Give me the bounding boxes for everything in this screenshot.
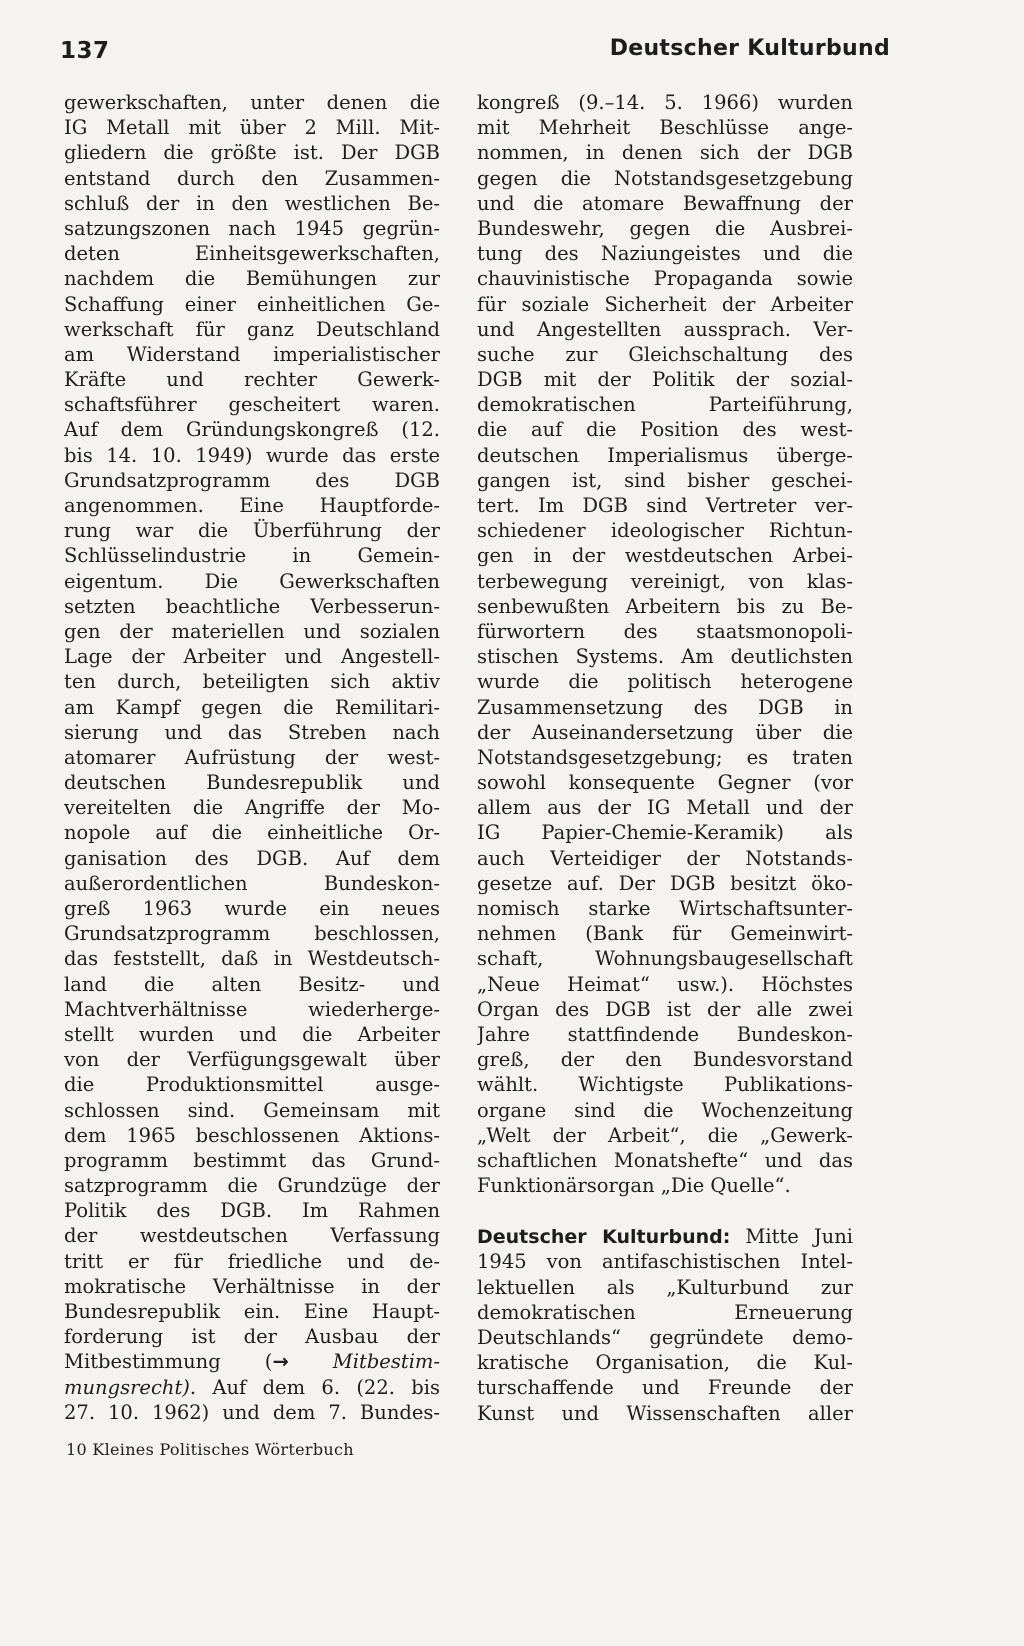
- text-line: Schaffung einer einheitlichen Ge-: [64, 292, 440, 316]
- text-line: kongreß (9.–14. 5. 1966) wurden: [477, 91, 853, 114]
- text-line: chauvinistische Propaganda sowie: [477, 267, 853, 291]
- text-line: forderung ist der Ausbau der: [64, 1325, 440, 1349]
- text-line: schluß der in den westlichen Be-: [64, 191, 440, 215]
- text-line: schaft, Wohnungsbaugesellschaft: [477, 947, 853, 971]
- text-line: tung des Naziungeistes und die: [477, 242, 853, 266]
- text-line: Kräfte und rechter Gewerk-: [64, 368, 440, 392]
- text-line: nomisch starke Wirtschaftsunter-: [477, 897, 853, 920]
- text-line: DGB mit der Politik der sozial-: [477, 368, 853, 392]
- text-line: Politik des DGB. Im Rahmen: [64, 1199, 440, 1223]
- footer-signature: 10 Kleines Politisches Wörterbuch: [66, 1440, 354, 1459]
- text-line: satzungszonen nach 1945 gegrün-: [64, 216, 440, 240]
- text-line: turschaffende und Freunde der: [477, 1376, 853, 1400]
- text-line: greß, der den Bundesvorstand: [477, 1048, 853, 1072]
- text-line: nommen, in denen sich der DGB: [477, 141, 853, 165]
- text-line: am Widerstand imperialistischer: [64, 342, 440, 366]
- text-line: am Kampf gegen die Remilitari-: [64, 695, 440, 719]
- text-line: wurde die politisch heterogene: [477, 670, 853, 694]
- text-line: schaftsführer gescheitert waren.: [64, 393, 440, 417]
- text-line: Machtverhältnisse wiederherge-: [64, 997, 440, 1021]
- text-line: „Welt der Arbeit“, die „Gewerk-: [477, 1123, 853, 1147]
- text-line: werkschaft für ganz Deutschland: [64, 317, 440, 341]
- text-line: senbewußten Arbeitern bis zu Be-: [477, 594, 853, 618]
- text-line: deutschen Imperialismus überge-: [477, 443, 853, 467]
- text-line: rung war die Überführung der: [64, 519, 440, 543]
- text-line: stellt wurden und die Arbeiter: [64, 1022, 440, 1046]
- text-line: IG Papier-Chemie-Keramik) als: [477, 821, 853, 845]
- text-line: und die atomare Bewaffnung der: [477, 191, 853, 215]
- paragraph-gap: [477, 1198, 853, 1224]
- entry-heading-line: [477, 1224, 853, 1249]
- text-line: fürwortern des staatsmonopoli-: [477, 619, 853, 643]
- text-fragment: Mitbestimmung (: [64, 1350, 273, 1374]
- text-line: und Angestellten aussprach. Ver-: [477, 317, 853, 341]
- text-line: Grundsatzprogramm beschlossen,: [64, 922, 440, 946]
- text-line: die auf die Position des west-: [477, 418, 853, 442]
- text-line: vereitelten die Angriffe der Mo-: [64, 796, 440, 820]
- text-line: Kunst und Wissenschaften aller: [477, 1401, 853, 1425]
- text-line: wählt. Wichtigste Publikations-: [477, 1073, 853, 1097]
- page-number: 137: [60, 38, 110, 64]
- text-line: die Produktionsmittel ausge-: [64, 1073, 440, 1097]
- text-line: Grundsatzprogramm des DGB: [64, 468, 440, 492]
- cross-reference-link[interactable]: Mitbestim-: [288, 1350, 440, 1374]
- cross-reference-line: [64, 1349, 440, 1374]
- text-line: für soziale Sicherheit der Arbeiter: [477, 292, 853, 316]
- text-line: land die alten Besitz- und: [64, 972, 440, 996]
- text-line: stischen Systems. Am deutlichsten: [477, 645, 853, 669]
- text-line: atomarer Aufrüstung der west-: [64, 745, 440, 769]
- text-line: mit Mehrheit Beschlüsse ange-: [477, 116, 853, 140]
- text-line: Organ des DGB ist der alle zwei: [477, 997, 853, 1021]
- cross-reference-link[interactable]: mungsrecht).: [64, 1375, 197, 1399]
- text-line: programm bestimmt das Grund-: [64, 1148, 440, 1172]
- text-line: bis 14. 10. 1949) wurde das erste: [64, 443, 440, 467]
- text-line: setzten beachtliche Verbesserun-: [64, 594, 440, 618]
- text-line: Bundesrepublik ein. Eine Haupt-: [64, 1300, 440, 1323]
- text-line: suche zur Gleichschaltung des: [477, 342, 853, 366]
- text-line: Funktionärsorgan „Die Quelle“.: [477, 1174, 791, 1198]
- text-line: nachdem die Bemühungen zur: [64, 267, 440, 291]
- text-fragment: Auf dem 6. (22. bis: [196, 1375, 440, 1399]
- text-line: gewerkschaften, unter denen die: [64, 91, 440, 114]
- text-line: entstand durch den Zusammen-: [64, 166, 440, 190]
- text-line: auch Verteidiger der Notstands-: [477, 846, 853, 870]
- running-head: Deutscher Kulturbund: [609, 36, 890, 61]
- text-line: von der Verfügungsgewalt über: [64, 1048, 440, 1072]
- text-line: Bundeswehr, gegen die Ausbrei-: [477, 216, 853, 240]
- text-line: nopole auf die einheitliche Or-: [64, 821, 440, 845]
- entry-headword: Deutscher Kulturbund:: [477, 1226, 731, 1249]
- text-line: Zusammensetzung des DGB in: [477, 695, 853, 719]
- text-line: demokratischen Erneuerung: [477, 1300, 853, 1324]
- text-line: gesetze auf. Der DGB besitzt öko-: [477, 871, 853, 895]
- text-line: nehmen (Bank für Gemeinwirt-: [477, 922, 853, 946]
- text-fragment: Mitte Juni: [730, 1225, 853, 1249]
- text-line: terbewegung vereinigt, von klas-: [477, 569, 853, 593]
- text-line: tritt er für friedliche und de-: [64, 1249, 440, 1273]
- text-line: „Neue Heimat“ usw.). Höchstes: [477, 972, 853, 996]
- text-line: Deutschlands“ gegründete demo-: [477, 1326, 853, 1349]
- text-line: tert. Im DGB sind Vertreter ver-: [477, 494, 853, 517]
- text-line: schaftlichen Monatshefte“ und das: [477, 1148, 853, 1172]
- text-line: gegen die Notstandsgesetzgebung: [477, 166, 853, 190]
- text-line: schlossen sind. Gemeinsam mit: [64, 1098, 440, 1122]
- cross-reference-line: [64, 1375, 440, 1400]
- arrow-icon: →: [272, 1350, 289, 1374]
- text-line: IG Metall mit über 2 Mill. Mit-: [64, 116, 440, 140]
- text-line: das feststellt, daß in Westdeutsch-: [64, 947, 440, 971]
- text-line: ten durch, beteiligten sich aktiv: [64, 670, 440, 694]
- text-line: lektuellen als „Kulturbund zur: [477, 1275, 853, 1299]
- text-line: deten Einheitsgewerkschaften,: [64, 242, 440, 266]
- text-line: Schlüsselindustrie in Gemein-: [64, 544, 440, 568]
- text-line: sowohl konsequente Gegner (vor: [477, 771, 853, 795]
- text-line: mokratische Verhältnisse in der: [64, 1274, 440, 1298]
- text-line: gliedern die größte ist. Der DGB: [64, 141, 440, 165]
- text-line: deutschen Bundesrepublik und: [64, 771, 440, 795]
- left-column: [64, 90, 440, 1425]
- text-line: 1945 von antifaschistischen Intel-: [477, 1250, 853, 1274]
- text-line: angenommen. Eine Hauptforde-: [64, 494, 440, 517]
- text-line: 27. 10. 1962) und dem 7. Bundes-: [64, 1400, 440, 1424]
- text-line: Notstandsgesetzgebung; es traten: [477, 745, 853, 769]
- text-line: der westdeutschen Verfassung: [64, 1224, 440, 1248]
- text-line: demokratischen Parteiführung,: [477, 393, 853, 417]
- text-line: außerordentlichen Bundeskon-: [64, 871, 440, 895]
- text-line: dem 1965 beschlossenen Aktions-: [64, 1123, 440, 1147]
- text-line: eigentum. Die Gewerkschaften: [64, 569, 440, 593]
- text-line: satzprogramm die Grundzüge der: [64, 1174, 440, 1198]
- text-line: greß 1963 wurde ein neues: [64, 897, 440, 920]
- text-line: allem aus der IG Metall und der: [477, 796, 853, 820]
- text-line: Auf dem Gründungskongreß (12.: [64, 418, 440, 442]
- text-line: kratische Organisation, die Kul-: [477, 1351, 853, 1375]
- text-line: der Auseinandersetzung über die: [477, 720, 853, 744]
- text-line: gen in der westdeutschen Arbei-: [477, 544, 853, 568]
- text-line: gangen ist, sind bisher geschei-: [477, 468, 853, 492]
- text-line: sierung und das Streben nach: [64, 720, 440, 744]
- right-column: [477, 90, 853, 1426]
- text-line: Jahre stattfindende Bundeskon-: [477, 1022, 853, 1046]
- text-line: gen der materiellen und sozialen: [64, 619, 440, 643]
- text-line: Lage der Arbeiter und Angestell-: [64, 645, 440, 669]
- text-line: ganisation des DGB. Auf dem: [64, 846, 440, 870]
- text-line: schiedener ideologischer Richtun-: [477, 519, 853, 543]
- text-line: organe sind die Wochenzeitung: [477, 1098, 853, 1122]
